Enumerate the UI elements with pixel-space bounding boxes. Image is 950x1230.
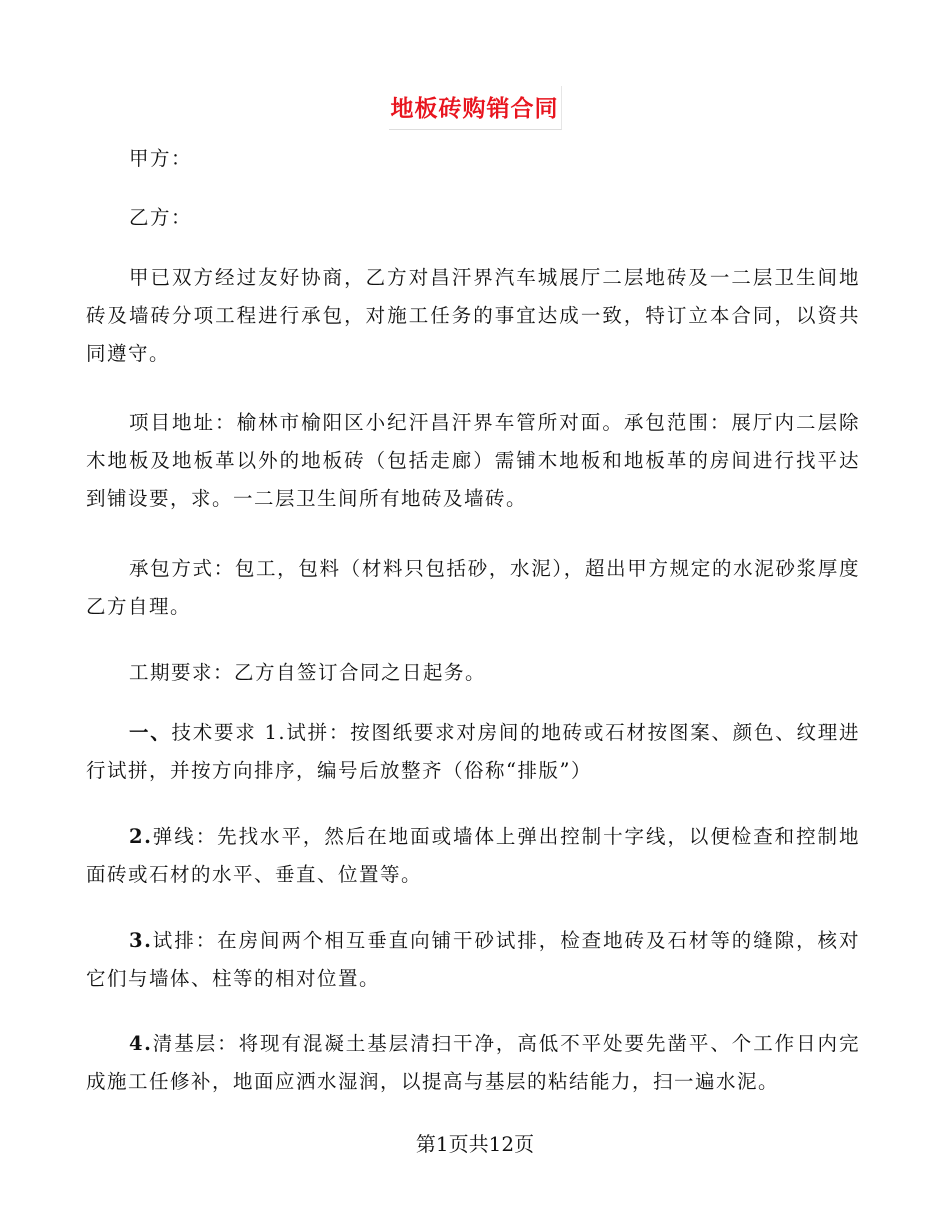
item-2-paragraph (86, 818, 860, 894)
tech-requirements-paragraph (86, 714, 860, 790)
item-4-text: 清基层：将现有混凝土基层清扫干净，高低不平处要先凿平、个工作日内完成施工任修补，地面应洒水湿润，以提高与基层的粘结能力，扫一遍水泥。 (86, 1032, 860, 1093)
schedule-paragraph: 工期要求：乙方自签订合同之日起务。 (129, 661, 487, 684)
title-text: 地板砖购销合同 (389, 86, 562, 130)
item-2-number: 2. (129, 825, 153, 848)
contract-method-paragraph: 承包方式：包工，包料（材料只包括砂，水泥），超出甲方规定的水泥砂浆厚度乙方自理。 (86, 557, 860, 618)
page-number-footer: 第1页共12页 (415, 1132, 535, 1156)
document-title (0, 86, 950, 130)
item-2-text: 弹线：先找水平，然后在地面或墙体上弹出控制十字线，以便检查和控制地面砖或石材的水平、垂直、位置等。 (86, 825, 860, 886)
party-a-line: 甲方： (129, 147, 193, 170)
intro-paragraph: 甲已双方经过友好协商，乙方对昌汗界汽车城展厅二层地砖及一二层卫生间地砖及墙砖分项工程进行承包，对施工任务的事宜达成一致，特订立本合同，以资共同遵守。 (86, 266, 860, 365)
tech-item1-text: 技术要求 1.试拼：按图纸要求对房间的地砖或石材按图案、颜色、纹理进行试拼，并按方向排序，编号后放整齐（俗称“排版”） (86, 721, 860, 782)
item-4-number: 4. (129, 1032, 153, 1055)
item-3-text: 试排：在房间两个相互垂直向铺干砂试排，检查地砖及石材等的缝隙，核对它们与墙体、柱等的相对位置。 (86, 929, 860, 990)
item-3-number: 3. (129, 929, 153, 952)
item-4-paragraph (86, 1025, 860, 1101)
party-b-line: 乙方： (129, 206, 193, 229)
project-paragraph: 项目地址：榆林市榆阳区小纪汗昌汗界车管所对面。承包范围：展厅内二层除木地板及地板革以外的地板砖（包括走廊）需铺木地板和地板革的房间进行找平达到铺设要，求。一二层卫生间所有地砖及墙砖。 (86, 411, 860, 510)
tech-heading-number: 一、 (129, 721, 172, 744)
item-3-paragraph (86, 922, 860, 998)
